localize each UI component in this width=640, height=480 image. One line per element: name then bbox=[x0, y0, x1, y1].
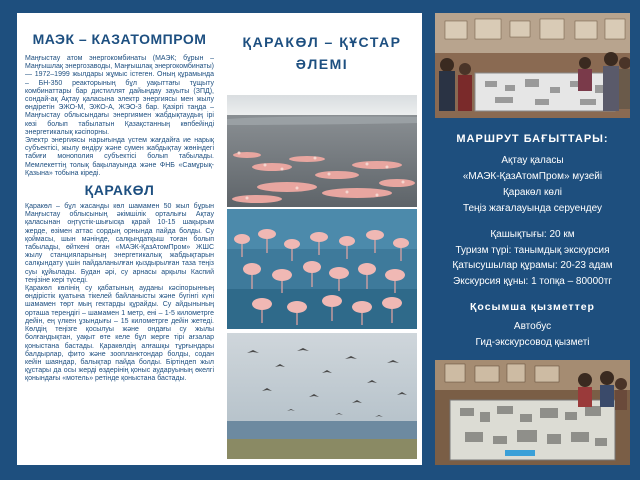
lake-flamingos-image bbox=[227, 95, 417, 207]
tourism-type-info: Туризм түрі: танымдық экскурсия bbox=[455, 244, 610, 256]
route-heading: МАРШРУТ БАҒЫТТАРЫ: bbox=[456, 133, 609, 145]
tour-info-list bbox=[435, 227, 630, 289]
extra-services-list bbox=[435, 319, 630, 350]
flamingos-closeup-image bbox=[227, 209, 417, 329]
museum-model-photo bbox=[435, 360, 630, 465]
route-list bbox=[435, 153, 630, 217]
distance-info: Қашықтығы: 20 км bbox=[490, 229, 575, 240]
price-info: Экскурсия құны: 1 топқа – 80000тг bbox=[453, 275, 612, 287]
route-item: «МАЭК-ҚазАтомПром» музейі bbox=[462, 171, 603, 182]
museum-visitors-image bbox=[435, 13, 630, 118]
karakol-subtitle: ҚАРАКӨЛ bbox=[84, 182, 155, 199]
birds-flying-photo bbox=[227, 333, 417, 459]
route-item: Теңіз жағалауында серуендеу bbox=[462, 203, 603, 214]
center-panel bbox=[222, 13, 422, 465]
birds-world-title bbox=[222, 31, 422, 75]
birds-flying-image bbox=[227, 333, 417, 459]
extra-services-heading: Қосымша қызметтер bbox=[470, 301, 595, 313]
route-item: Ақтау қаласы bbox=[501, 155, 564, 166]
participants-info: Қатысушылар құрамы: 20-23 адам bbox=[452, 260, 613, 271]
karakol-paragraph-1: Қаракөл – бұл жасанды көл шамамен 50 жыл бұрын Маңғыстау облысының әкімшілік орталығы Ақтау қаласынан оңтүстік-шығысқа қарай 10-15 шақырым жерде, өзімен аттас сордың орнында пайда болды. Су қоймасы, шын мәнінде, салқындатқыш тоған болып табылады, өйткені оған «МАЭК-ҚазАтомПром» ЖШС жылу станцияларының энергетикалық жабдықтарын салқындату үшін пайдаланылған қыздырылған таза теңіз суы құйылады. Будан әрі, су арнасы арқылы Каспий теңізіне кері түседі. bbox=[25, 203, 214, 284]
maek-paragraph-2: Электр энергиясы нарығында үстем жағдайға ие нарық субъектісі, жылу өндіру және сумен жабдықтау жөніндегі табиғи монополия субъектісі болып табылады. Мемлекеттің толық бақылауында және ФНБ «Самұрық-Қазына» тобына кіреді. bbox=[25, 137, 214, 177]
birds-title-line-2: ӘЛЕМІ bbox=[295, 56, 349, 72]
museum-model-image bbox=[435, 360, 630, 465]
right-panel bbox=[435, 13, 630, 465]
lake-flamingos-photo bbox=[227, 95, 417, 207]
maek-paragraph-1: Маңғыстау атом энергокомбинаты (МАЭК; бұрын – Маңғышлақ энергозаводы, Маңғышлақ энергокомбинаты) — 1972–1999 жылдары жұмыс істеген. Оның құрамында – БН-350 реакторының бұл уақыттағы тұщыту комбинаттары бар дистиллят дайындау зауыты (ЗПД), сондай-ақ Ақтау қаласына электр энергиясы мен жылу өндіретін ЭЖО-М, ЭЖО-А, ЖЭО-3 бар. Қазіргі таңда – Маңғыстау облысындағы энергиямен жабдықтаудың ірі көзі болып табылатын Қазақстанның көпбейінді энергетикалық кәсіпорны. bbox=[25, 55, 214, 136]
left-text-panel bbox=[17, 13, 222, 465]
birds-title-line-1: ҚАРАКӨЛ – ҚҰСТАР bbox=[242, 34, 402, 50]
flamingos-closeup-photo bbox=[227, 209, 417, 329]
route-info-box bbox=[435, 125, 630, 350]
route-item: Қаракөл көлі bbox=[502, 187, 563, 198]
maek-title: МАЭК – КАЗАТОМПРОМ bbox=[32, 31, 207, 47]
museum-visitors-photo bbox=[435, 13, 630, 118]
extra-service-item: Гид-экскурсовод қызметі bbox=[475, 336, 590, 348]
karakol-paragraph-2: Қаракөл көлінің су қабатының ауданы кәсіпорынның өндірістік қуатына тікелей байланысты және бүгінгі күні шамамен төрт мың гектарды құрайды. Су айдынының орташа тереңдігі – шамамен 1 метр, ені – 1-5 километрге дейін, ең үлкен ұзындығы – 15 километрге дейін жетеді. Көлдің теңізге қосылуы және ондағы су жылы болғандықтан, уақыт өте келе бұл жерге тірі ағзалар қоныстана бастады. Қаракөлдің алғашқы тұрғындары балдырлар, фито және зоопланктондар болды, содан кейін шаяндар, балықтар пайда болды. Біртіндеп жыл құстары да осы жерді өздерінің қоныс аударуының өкелгі қонындағы «мотель» ретінде қоныстана бастады. bbox=[25, 285, 214, 383]
extra-service-item: Автобус bbox=[513, 321, 552, 332]
